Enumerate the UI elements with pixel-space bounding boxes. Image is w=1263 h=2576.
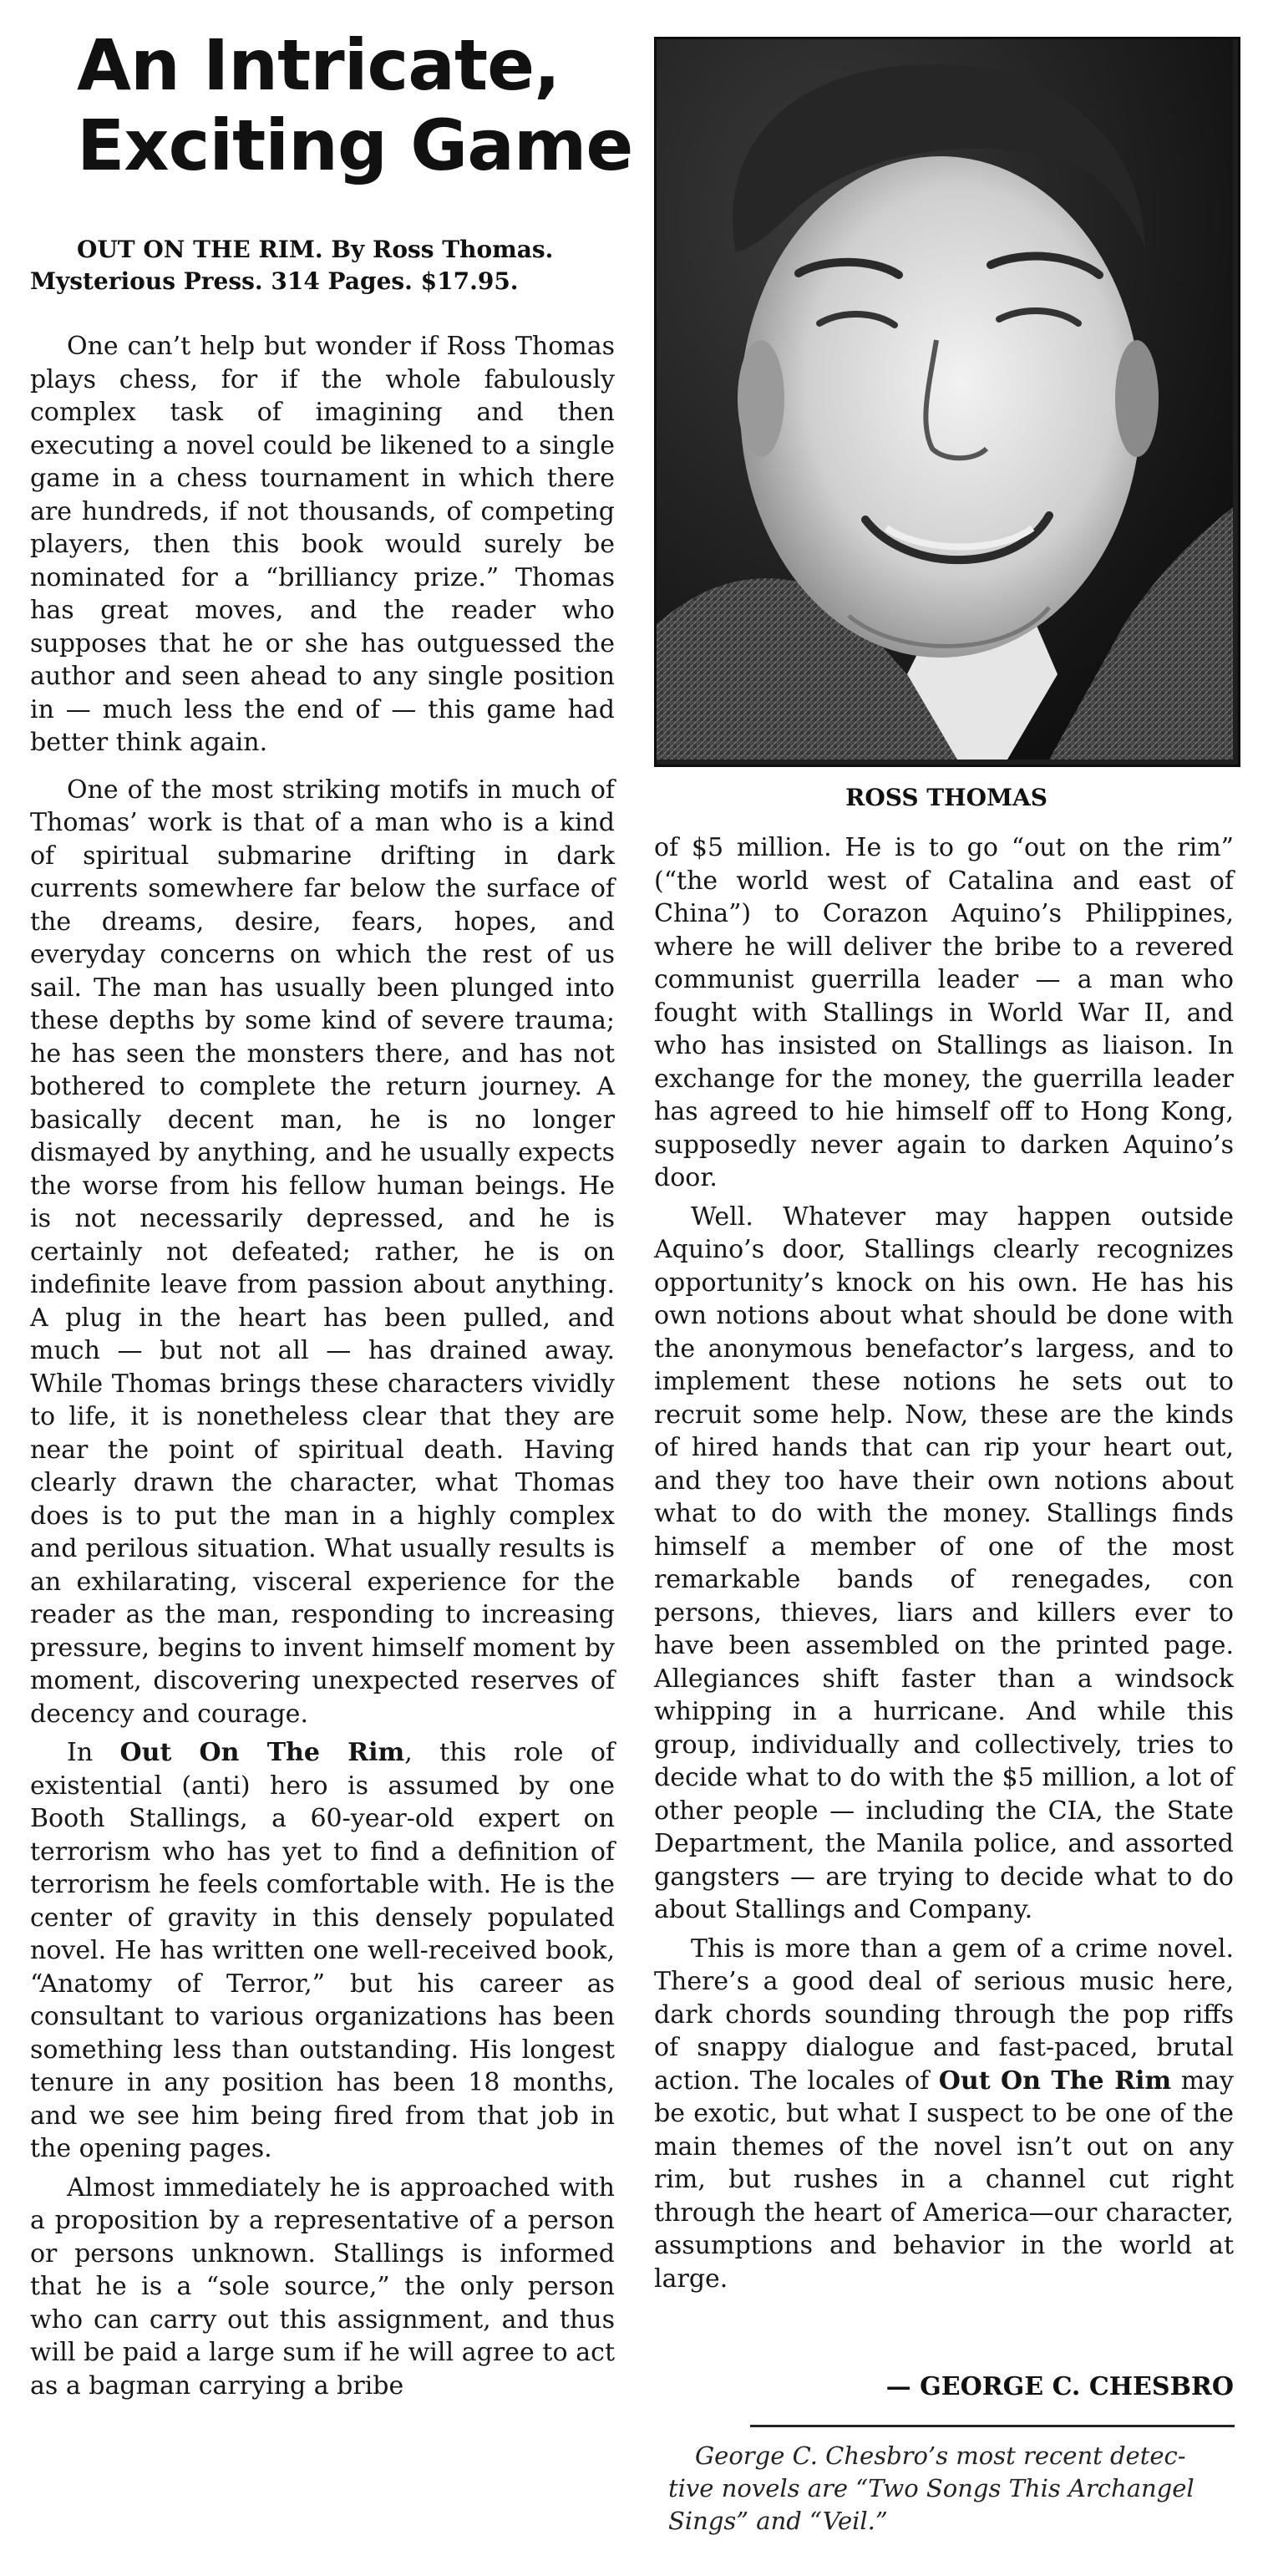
headline (77, 24, 633, 186)
text-run: , this role of existential (anti) hero is assumed by one Booth Stallings, a 60-year-old expert on terrorism who has yet to find a definition of terrorism he feels comfortable with. He is the center of gravity in this densely populated novel. He has written one well-received book, “Anatomy of Terror,” but his career as consultant to various organizations has been something less than outstanding. His longest tenure in any position has been 18 months, and we see him being fired from that job in the opening pages. (30, 1738, 615, 2163)
bio-line-2: tive novels are “Two Songs This Archangel (668, 2474, 1195, 2502)
headline-line-2: Exciting Game (77, 104, 633, 186)
divider-rule (750, 2425, 1235, 2427)
article-paragraph: One can’t help but wonder if Ross Thomas plays chess, for if the whole fabulously complex task of imagining and then executing a novel could be likened to a single game in a chess tournament in which there are hundreds, if not thousands, of competing players, then this book would surely be nominated for a “brilliancy prize.” Thomas has great moves, and the reader who supposes that he or she has outguessed the author and seen ahead to any single position in — much less the end of — this game had better think again. (30, 332, 615, 757)
article-paragraph: One of the most striking motifs in much of Thomas’ work is that of a man who is a kind of spiritual submarine drifting in dark currents somewhere far below the surface of the dreams, desire, fears, hopes, and everyday concerns on which the rest of us sail. The man has usually been plunged into these depths by some kind of severe trauma; he has seen the monsters there, and has not bothered to complete the return journey. A basically decent man, he is no longer dismayed by anything, and he usually expects the worse from his fellow human beings. He is not necessarily depressed, and he is certainly not defeated; rather, he is on indefinite leave from passion about anything. A plug in the heart has been pulled, and much — but not all — has drained away. While Thomas brings these characters vividly to life, it is nonetheless clear that they are near the point of spiritual death. Having clearly drawn the character, what Thomas does is to put the man in a highly complex and perilous situation. What usually results is an exhilarating, visceral experience for the reader as the man, responding to increasing pressure, begins to invent himself moment by moment, discovering unexpected reserves of decency and courage. (30, 775, 615, 1729)
book-credits (30, 234, 632, 297)
text-run: may be exotic, but what I suspect to be one of the main themes of the novel isn’t out on any rim, but rushes in a channel cut right through the heart of America—our character, assumptions and behavior in the world at large. (654, 2065, 1234, 2294)
headline-line-1: An Intricate, (77, 24, 560, 106)
reviewer-byline: — GEORGE C. CHESBRO (885, 2372, 1234, 2401)
article-column-right (654, 831, 1234, 2295)
bio-line-1: George C. Chesbro’s most recent detec- (695, 2441, 1186, 2470)
article-paragraph (30, 1736, 615, 2166)
credits-line-1: OUT ON THE RIM. By Ross Thomas. (77, 236, 554, 263)
photo-caption: ROSS THOMAS (845, 784, 1047, 811)
bio-line-3: Sings” and “Veil.” (668, 2507, 888, 2535)
article-paragraph: Well. Whatever may happen outside Aquino’s door, Stallings clearly recognizes opportunity’s knock on his own. He has his own notions about what should be done with the anonymous benefactor’s largess, and to implement these notions he sets out to recruit some help. Now, these are the kinds of hired hands that can rip your heart out, and they too have their own notions about what to do with the money. Stallings finds himself a member of one of the most remarkable bands of renegades, con persons, thieves, liars and killers ever to have been assembled on the printed page. Allegiances shift faster than a windsock whipping in a hurricane. And while this group, individually and collectively, tries to decide what to do with the $5 million, a lot of other people — including the CIA, the State Department, the Manila police, and assorted gangsters — are trying to decide what to do about Stallings and Company. (654, 1202, 1234, 1924)
reviewer-bio (668, 2440, 1236, 2538)
article-paragraph: Almost immediately he is approached with a proposition by a representative of a person or persons unknown. Stallings is informed that he is a “sole source,” the only person who can carry out this assignment, and thus will be paid a large sum if he will agree to act as a bagman carrying a bribe (30, 2172, 615, 2401)
text-run: In (67, 1738, 120, 1767)
article-paragraph (654, 1933, 1234, 2296)
text-run: This is more than a gem of a crime novel. There’s a good deal of serious music here, dark chords sounding through the pop riffs of snappy dialogue and fast-paced, brutal action. The locales of (654, 1933, 1234, 2096)
book-title-inline: Out On The Rim (119, 1738, 405, 1767)
author-photo (654, 37, 1240, 767)
book-title-inline: Out On The Rim (938, 2065, 1172, 2096)
author-portrait-image (657, 39, 1233, 760)
article-column-left (30, 330, 615, 2402)
credits-line-2: Mysterious Press. 314 Pages. $17.95. (30, 267, 519, 295)
article-paragraph: of $5 million. He is to go “out on the rim” (“the world west of Catalina and east of China”) to Corazon Aquino’s Philippines, where he will deliver the bribe to a revered communist guerrilla leader — a man who fought with Stallings in World War II, and who has insisted on Stallings as liaison. In exchange for the money, the guerrilla leader has agreed to hie himself off to Hong Kong, supposedly never again to darken Aquino’s door. (654, 833, 1234, 1192)
